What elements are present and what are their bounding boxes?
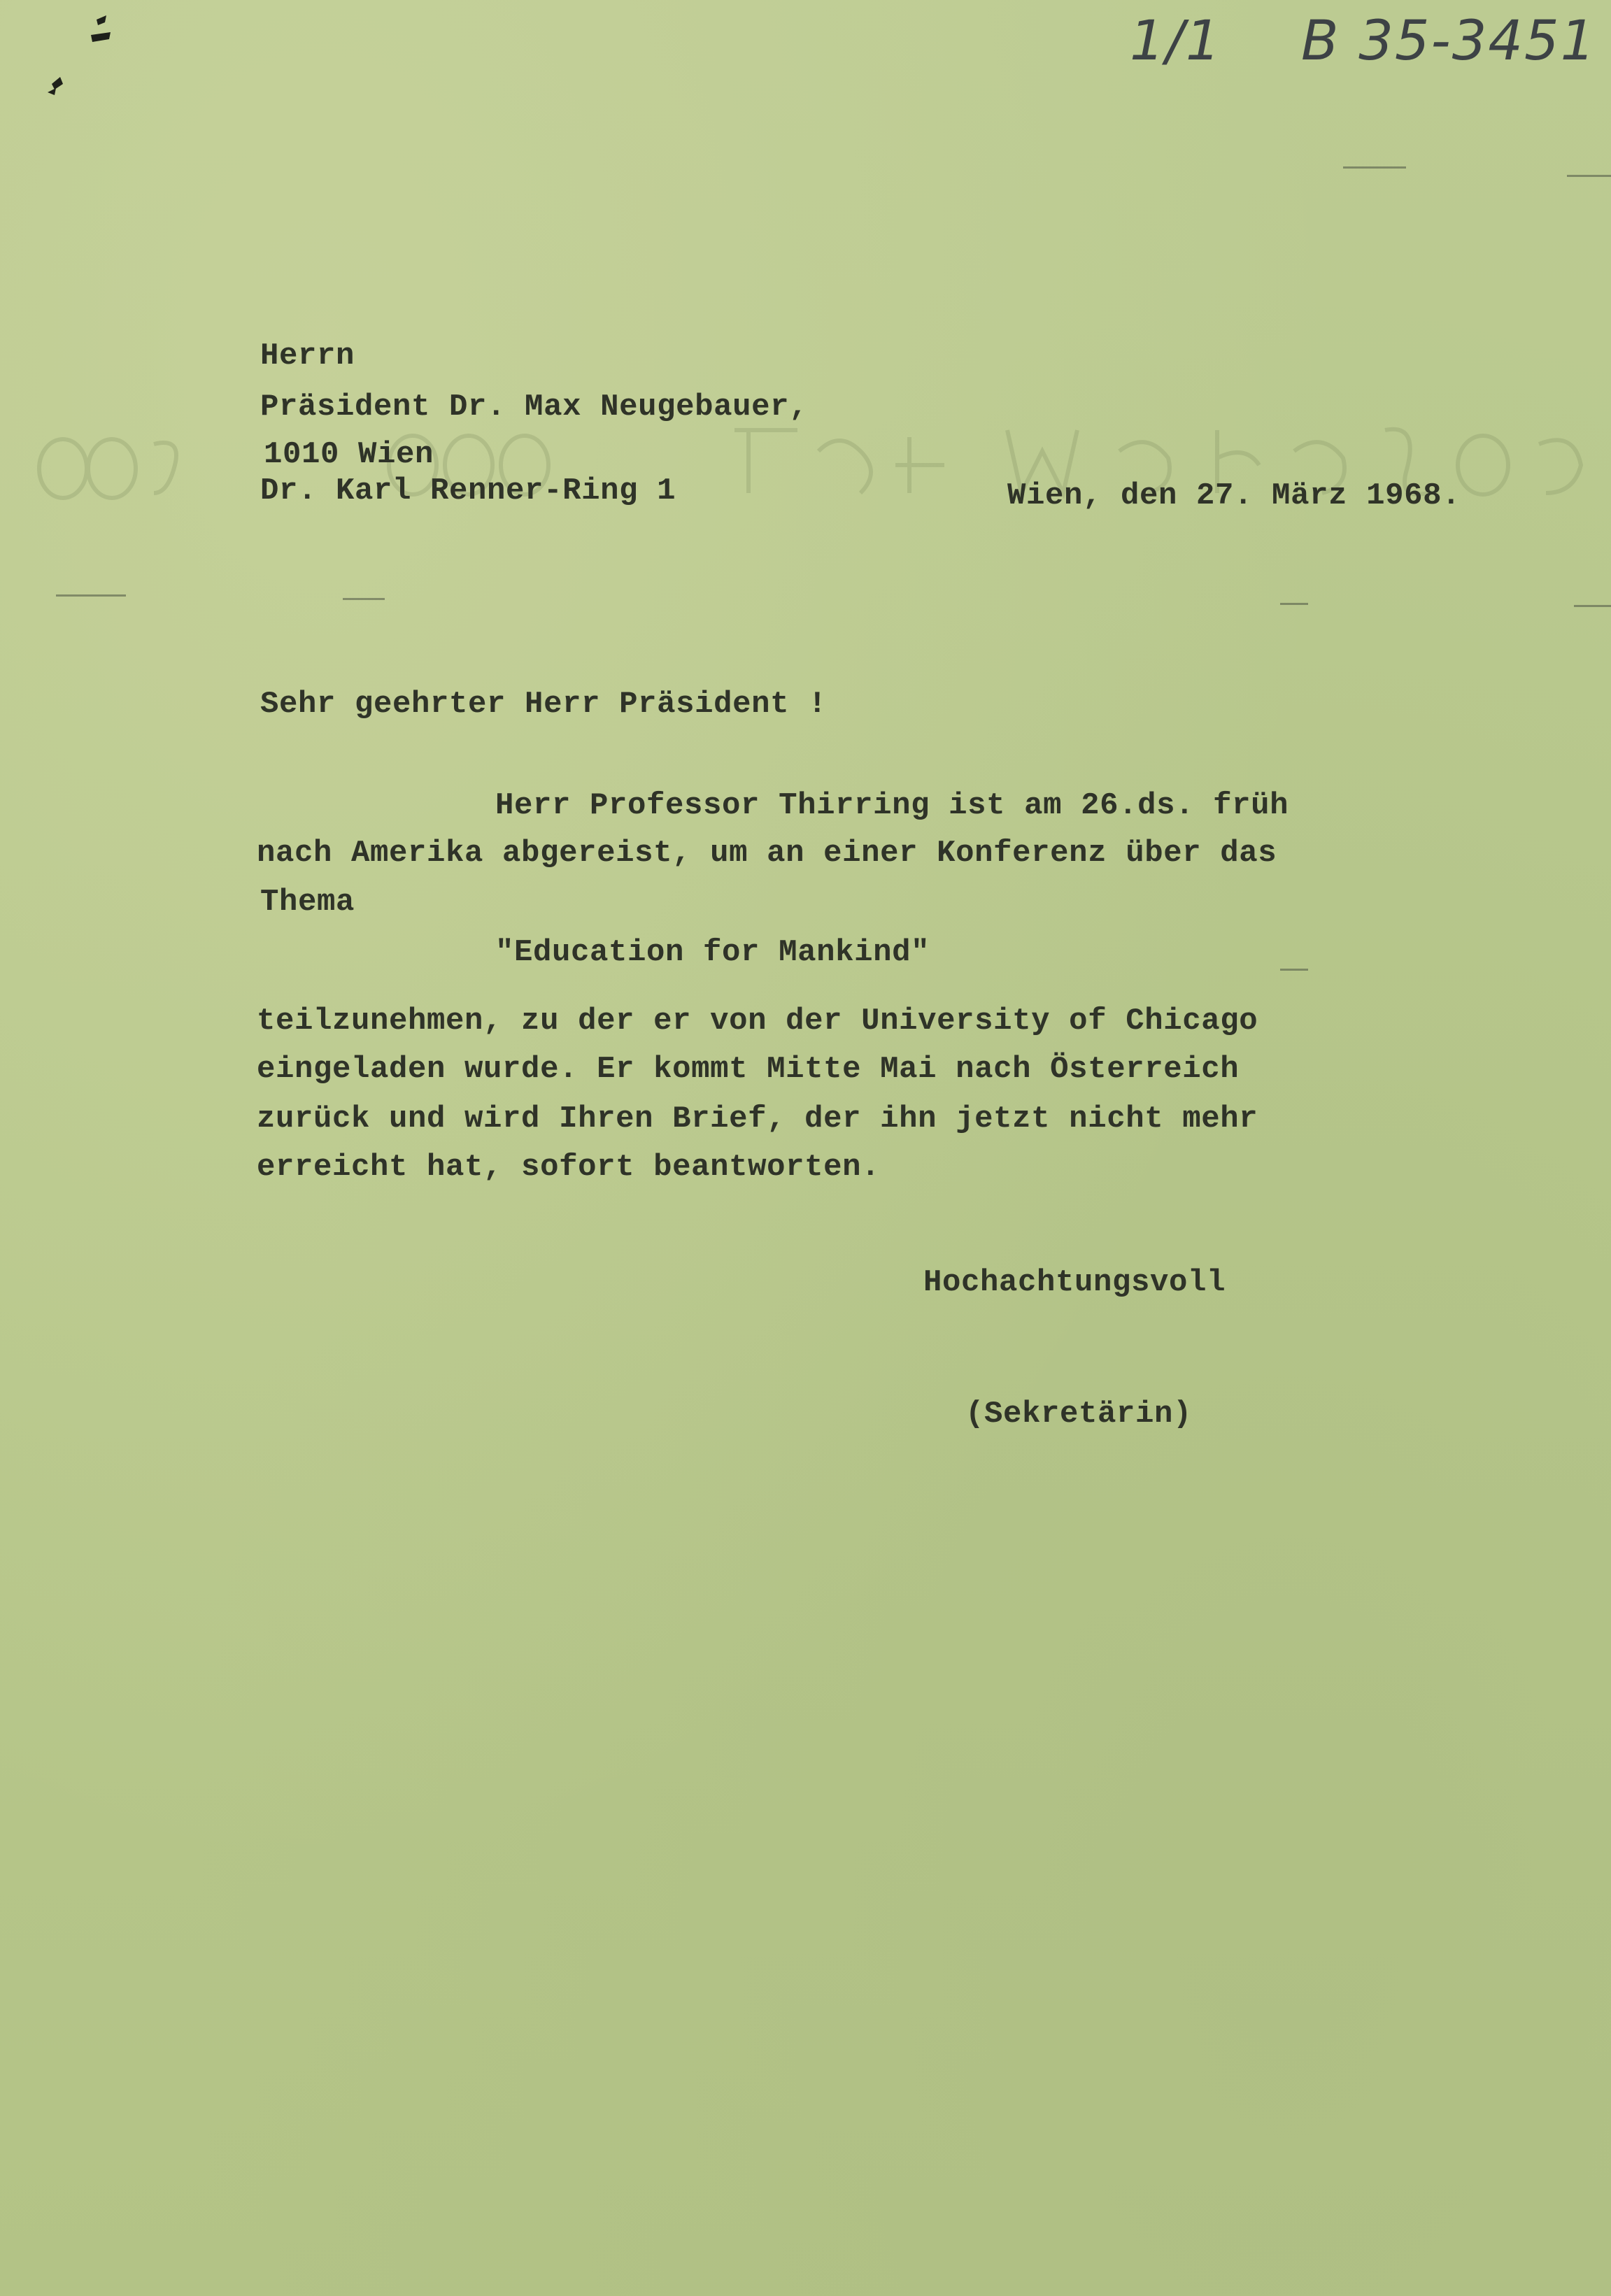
guide-mark: [343, 598, 385, 600]
signature-role: (Sekretärin): [965, 1397, 1193, 1432]
guide-mark: [56, 594, 126, 597]
staple-mark-icon: [42, 7, 126, 98]
recipient-salutation-line: Herrn: [260, 338, 355, 373]
archive-number: B 35-3451: [1301, 10, 1597, 73]
guide-mark: [1280, 969, 1308, 971]
body-line: erreicht hat, sofort beantworten.: [257, 1150, 881, 1185]
body-line: eingeladen wurde. Er kommt Mitte Mai nach Österreich: [257, 1052, 1240, 1087]
letter-date: Wien, den 27. März 1968.: [1007, 478, 1461, 513]
body-line: Thema: [260, 885, 355, 920]
letter-closing: Hochachtungsvoll: [923, 1265, 1226, 1300]
guide-mark: [1280, 603, 1308, 605]
recipient-street: Dr. Karl Renner-Ring 1: [260, 473, 676, 508]
body-line: teilzunehmen, zu der er von der University of Chicago: [257, 1004, 1258, 1039]
guide-mark: [1574, 605, 1611, 607]
body-line: Herr Professor Thirring ist am 26.ds. früh: [495, 788, 1289, 823]
recipient-name: Präsident Dr. Max Neugebauer,: [260, 390, 809, 425]
guide-mark: [1567, 175, 1611, 177]
body-line: nach Amerika abgereist, um an einer Konferenz über das: [257, 836, 1277, 871]
body-topic: "Education for Mankind": [495, 935, 930, 970]
letter-greeting: Sehr geehrter Herr Präsident !: [260, 687, 828, 722]
archive-folio: 1/1: [1130, 10, 1222, 73]
guide-mark: [1343, 166, 1406, 169]
recipient-city: 1010 Wien: [264, 437, 434, 472]
body-line: zurück und wird Ihren Brief, der ihn jetzt nicht mehr: [257, 1101, 1258, 1136]
